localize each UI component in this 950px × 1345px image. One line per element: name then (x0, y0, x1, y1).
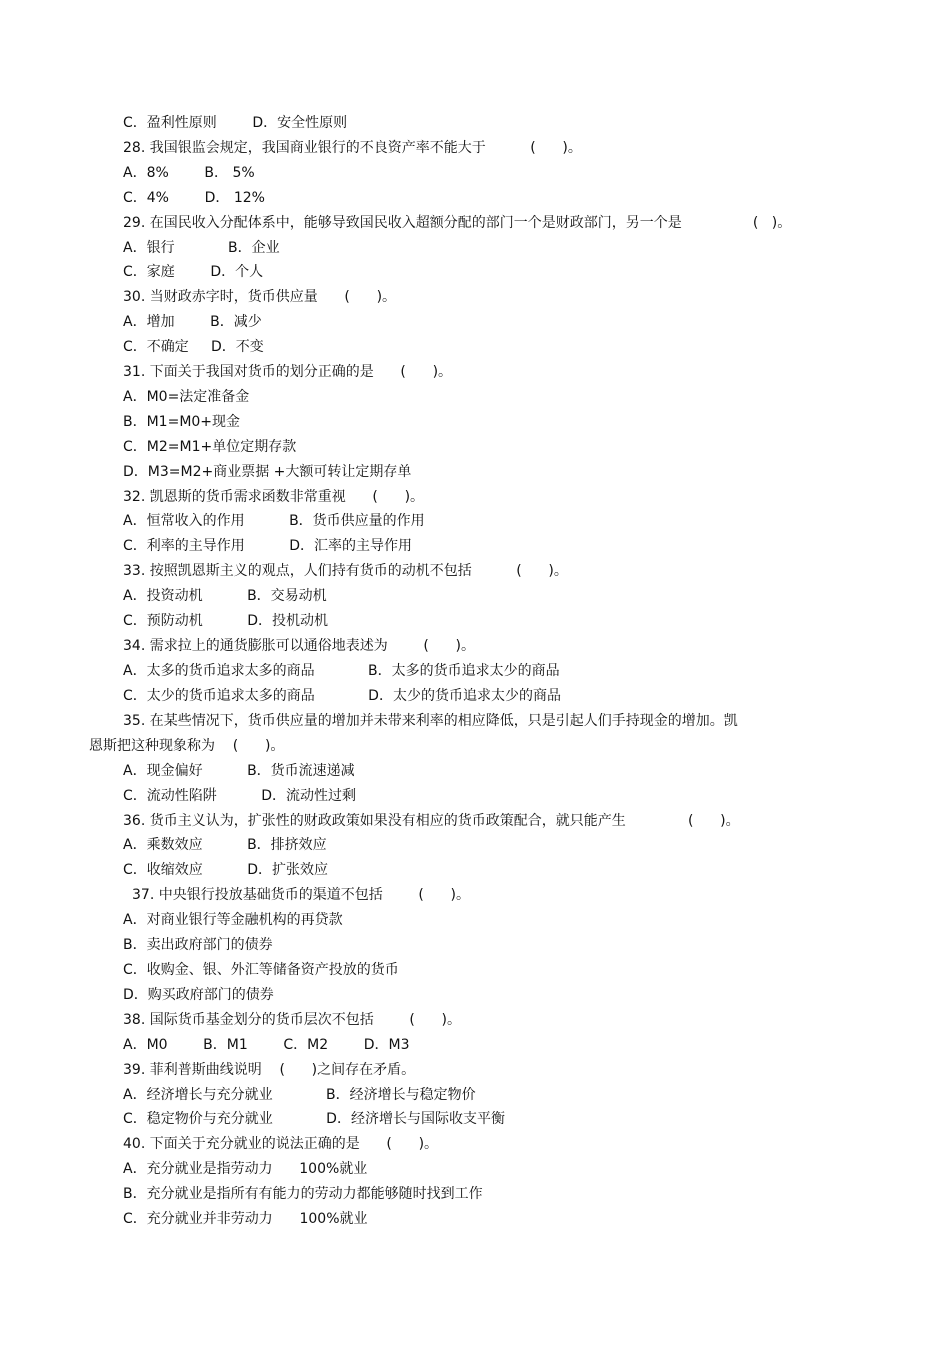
text-line: A．M0=法定准备金 (123, 389, 250, 405)
text-line: A．现金偏好 B．货币流速递减 (123, 763, 355, 779)
question-37: 37. 中央银行投放基础货币的渠道不包括 ( )。 (132, 887, 470, 903)
text-line: C．家庭 D．个人 (123, 264, 264, 280)
question-34: 34. 需求拉上的通货膨胀可以通俗地表述为 ( )。 (123, 638, 475, 654)
text-line: A．M0 B．M1 C．M2 D．M3 (123, 1037, 410, 1053)
text-line: A．恒常收入的作用 B．货币供应量的作用 (123, 513, 425, 529)
text-line: C．收缩效应 D．扩张效应 (123, 862, 329, 878)
question-30: 30. 当财政赤字时，货币供应量 ( )。 (123, 289, 397, 305)
text-line: C．收购金、银、外汇等储备资产投放的货币 (123, 962, 399, 978)
question-36: 36. 货币主义认为，扩张性的财政政策如果没有相应的货币政策配合，就只能产生 ( )。 (123, 813, 740, 829)
text-line: C．M2=M1+单位定期存款 (123, 439, 297, 455)
text-line: 恩斯把这种现象称为 ( )。 (89, 738, 285, 754)
question-31: 31. 下面关于我国对货币的划分正确的是 ( )。 (123, 364, 453, 380)
text-line: C．不确定 D．不变 (123, 339, 264, 355)
text-line: A．增加 B．减少 (123, 314, 262, 330)
text-line: B．充分就业是指所有有能力的劳动力都能够随时找到工作 (123, 1186, 483, 1202)
text-line: A．投资动机 B．交易动机 (123, 588, 327, 604)
text-line: A．太多的货币追求太多的商品 B．太多的货币追求太少的商品 (123, 663, 560, 679)
text-line: C．流动性陷阱 D．流动性过剩 (123, 788, 357, 804)
question-29: 29. 在国民收入分配体系中，能够导致国民收入超额分配的部门一个是财政部门，另一个是 ( )。 (123, 215, 792, 231)
question-28: 28. 我国银监会规定，我国商业银行的不良资产率不能大于 ( )。 (123, 140, 582, 156)
text-line: C．4% D． 12% (123, 190, 265, 206)
text-line: C．太少的货币追求太多的商品 D．太少的货币追求太少的商品 (123, 688, 561, 704)
text-line: A．8% B． 5% (123, 165, 255, 181)
question-33: 33. 按照凯恩斯主义的观点，人们持有货币的动机不包括 ( )。 (123, 563, 568, 579)
text-line: A．乘数效应 B．排挤效应 (123, 837, 327, 853)
text-line: A．银行 B．企业 (123, 240, 280, 256)
question-39: 39. 菲利普斯曲线说明 ( )之间存在矛盾。 (123, 1062, 416, 1078)
text-line: A．充分就业是指劳动力 100%就业 (123, 1161, 368, 1177)
question-38: 38. 国际货币基金划分的货币层次不包括 ( )。 (123, 1012, 461, 1028)
text-line: D．M3=M2+商业票据 +大额可转让定期存单 (123, 464, 412, 480)
text-line: C．利率的主导作用 D．汇率的主导作用 (123, 538, 413, 554)
text-line: C．预防动机 D．投机动机 (123, 613, 329, 629)
text-line: B．M1=M0+现金 (123, 414, 241, 430)
text-line: C．充分就业并非劳动力 100%就业 (123, 1211, 368, 1227)
text-line: D．购买政府部门的债券 (123, 987, 274, 1003)
question-40: 40. 下面关于充分就业的说法正确的是 ( )。 (123, 1136, 439, 1152)
text-line: B．卖出政府部门的债券 (123, 937, 273, 953)
question-32: 32. 凯恩斯的货币需求函数非常重视 ( )。 (123, 489, 425, 505)
text-line: A．经济增长与充分就业 B．经济增长与稳定物价 (123, 1087, 476, 1103)
text-line: A．对商业银行等金融机构的再贷款 (123, 912, 343, 928)
question-35: 35. 在某些情况下，货币供应量的增加并未带来利率的相应降低，只是引起人们手持现金的增加。凯 (123, 713, 738, 729)
text-line: C．盈利性原则 D．安全性原则 (123, 115, 348, 131)
text-line: C．稳定物价与充分就业 D．经济增长与国际收支平衡 (123, 1111, 505, 1127)
